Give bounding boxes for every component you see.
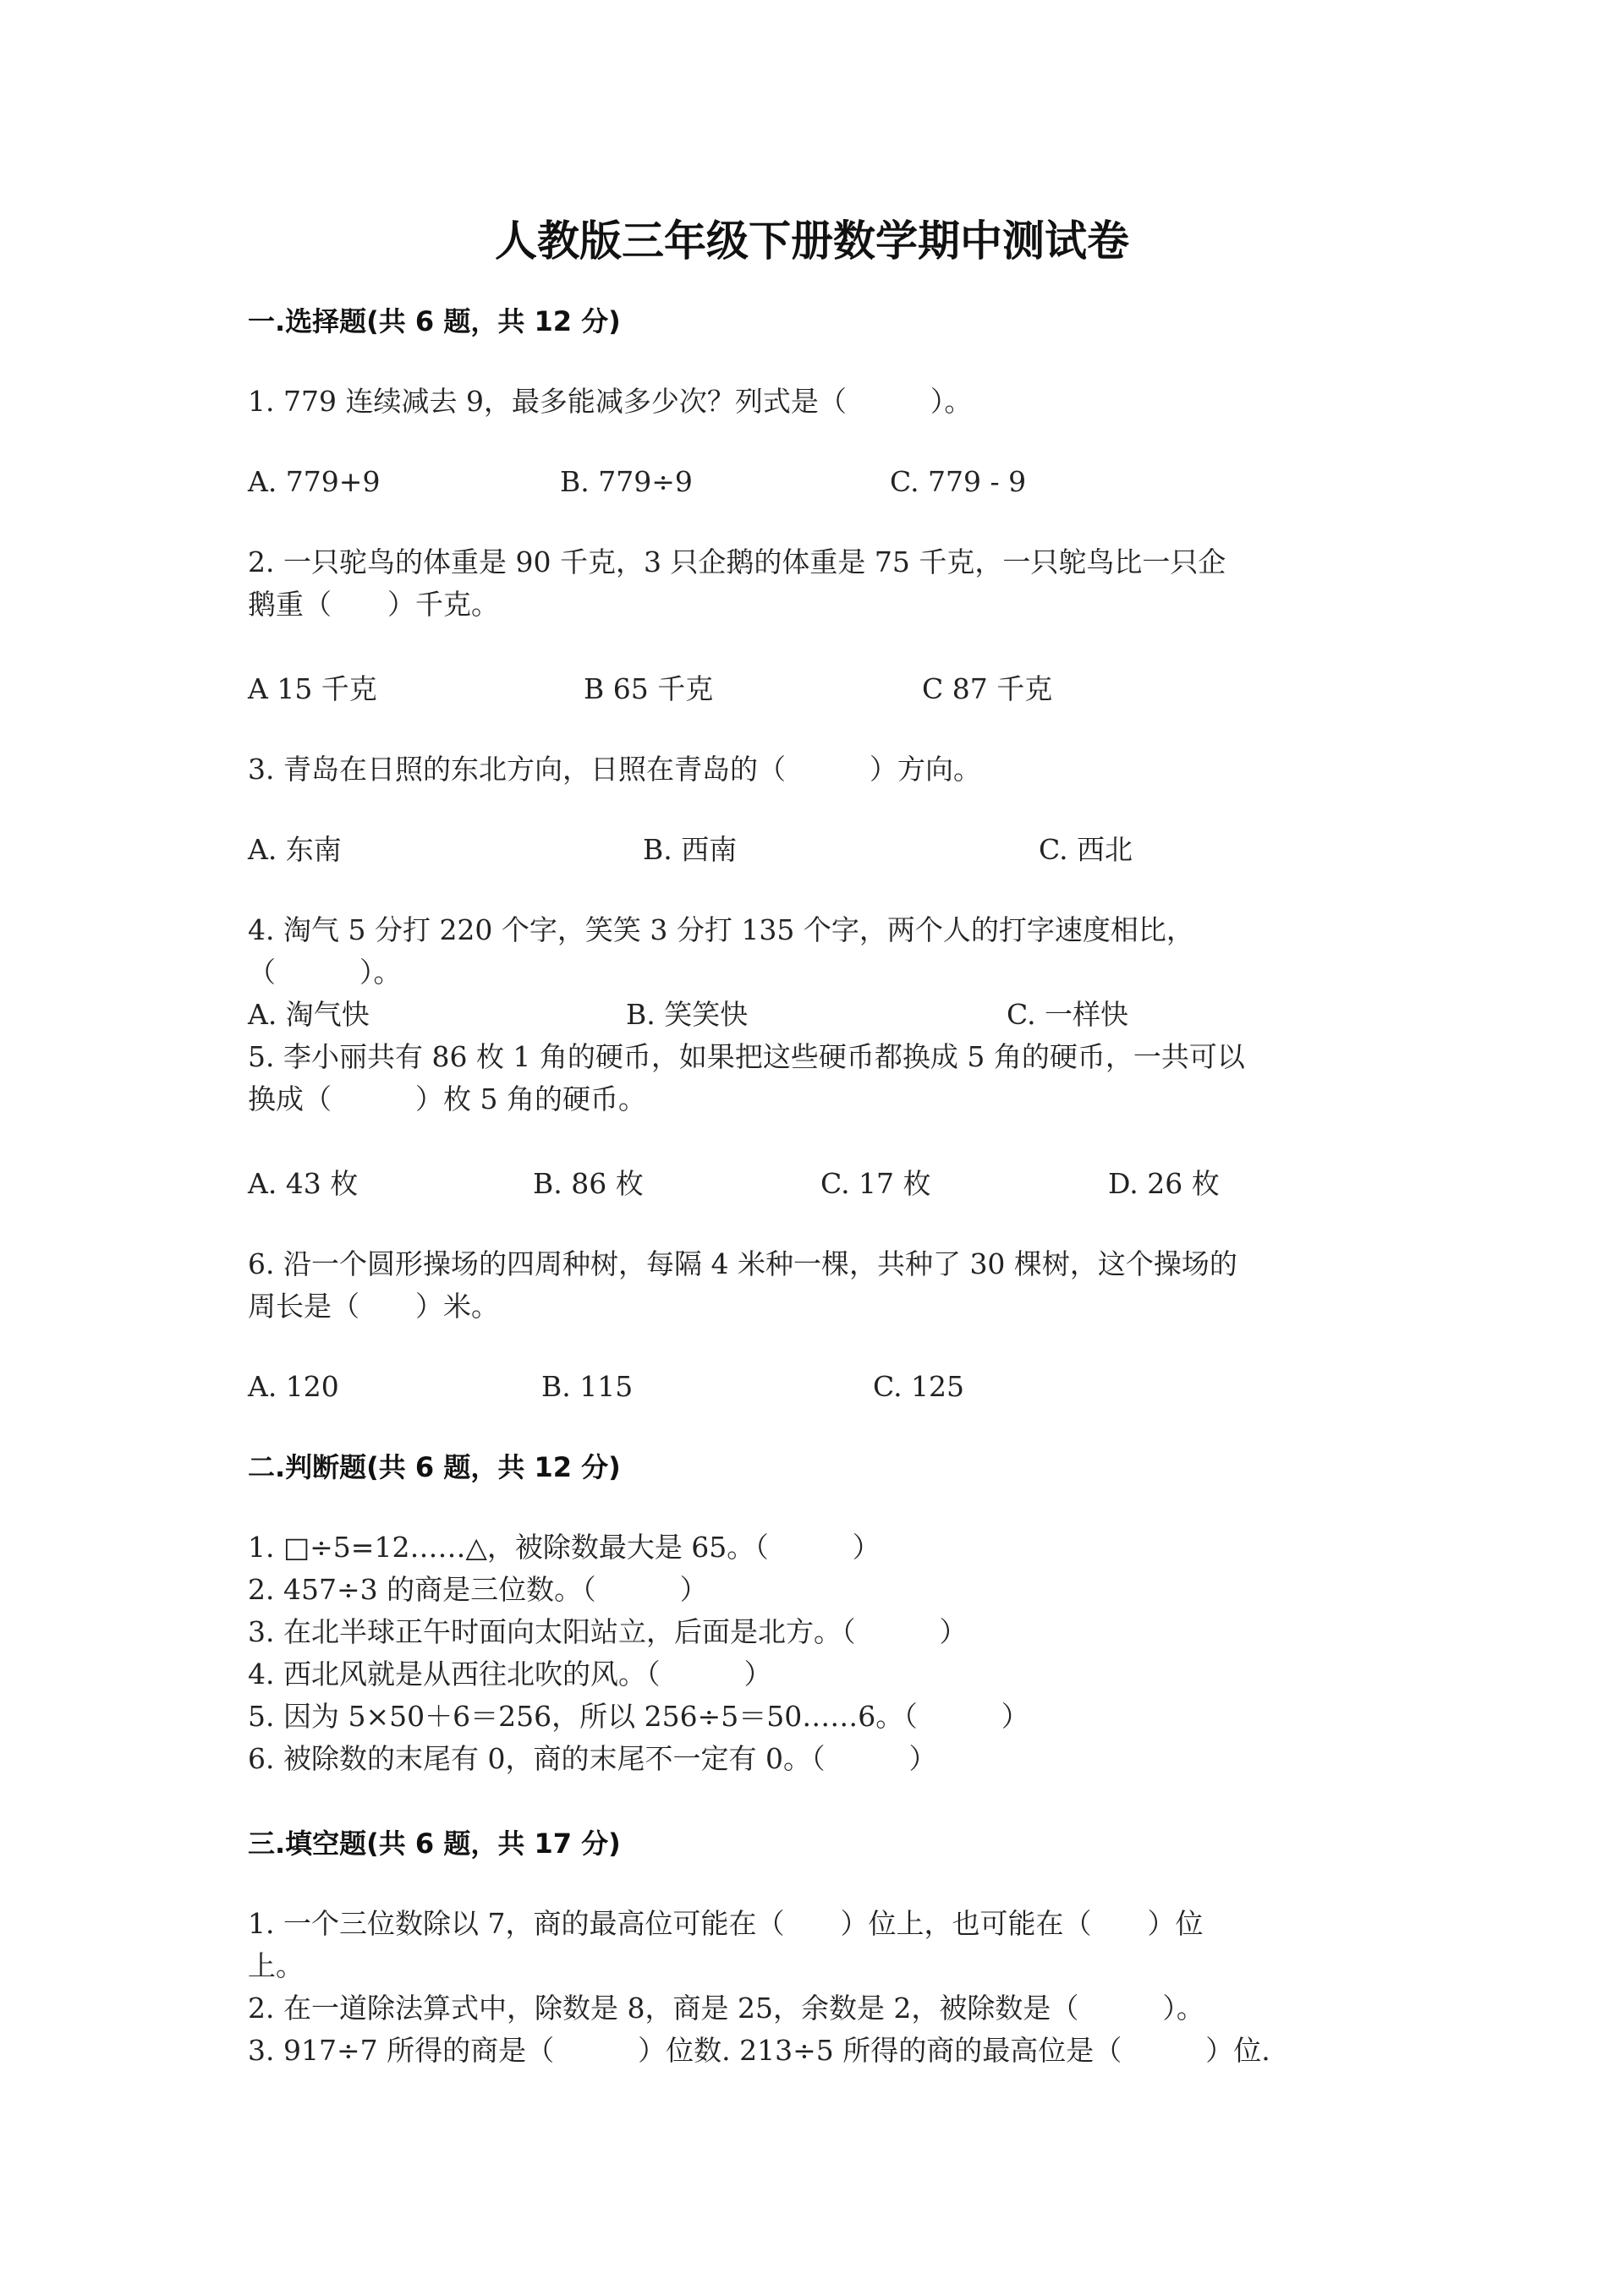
option-b: B. 笑笑快 xyxy=(626,998,749,1031)
option-a: A. 东南 xyxy=(248,833,342,866)
option-c: C. 一样快 xyxy=(1007,998,1129,1031)
question-text: 换成（ ）枚 5 角的硬币。 xyxy=(248,1082,646,1115)
option-c: C. 西北 xyxy=(1039,833,1133,866)
section-heading-choice: 一.选择题(共 6 题，共 12 分) xyxy=(248,305,621,337)
judgment-item: 5. 因为 5×50＋6＝256，所以 256÷5＝50……6。（ ） xyxy=(248,1700,1029,1733)
judgment-item: 6. 被除数的末尾有 0，商的末尾不一定有 0。（ ） xyxy=(248,1742,937,1775)
judgment-item: 3. 在北半球正午时面向太阳站立，后面是北方。（ ） xyxy=(248,1615,968,1648)
fill-item: 2. 在一道除法算式中，除数是 8，商是 25，余数是 2，被除数是（ ）。 xyxy=(248,1992,1204,2025)
fill-item: 1. 一个三位数除以 7，商的最高位可能在（ ）位上，也可能在（ ）位 xyxy=(248,1907,1204,1940)
question-text: 鹅重（ ）千克。 xyxy=(248,588,499,621)
section-heading-judgment: 二.判断题(共 6 题，共 12 分) xyxy=(248,1451,621,1483)
option-c: C. 17 枚 xyxy=(820,1167,931,1200)
judgment-item: 1. □÷5=12……△，被除数最大是 65。（ ） xyxy=(248,1531,881,1564)
fill-item: 上。 xyxy=(248,1949,304,1982)
question-text: （ ）。 xyxy=(248,956,402,989)
option-c: C. 125 xyxy=(873,1370,965,1403)
judgment-item: 4. 西北风就是从西往北吹的风。（ ） xyxy=(248,1658,772,1690)
fill-item: 3. 917÷7 所得的商是（ ）位数. 213÷5 所得的商的最高位是（ ）位. xyxy=(248,2034,1270,2067)
option-a: A. 淘气快 xyxy=(248,998,370,1031)
option-b: B. 西南 xyxy=(643,833,738,866)
option-a: A. 43 枚 xyxy=(248,1167,359,1200)
option-a: A. 779+9 xyxy=(248,465,381,498)
question-text: 4. 淘气 5 分打 220 个字，笑笑 3 分打 135 个字，两个人的打字速度相比， xyxy=(248,913,1194,946)
option-c: C 87 千克 xyxy=(922,672,1053,705)
option-d: D. 26 枚 xyxy=(1108,1167,1220,1200)
option-b: B 65 千克 xyxy=(584,672,714,705)
question-text: 2. 一只驼鸟的体重是 90 千克，3 只企鹅的体重是 75 千克，一只鸵鸟比一只企 xyxy=(248,545,1226,578)
option-b: B. 86 枚 xyxy=(533,1167,644,1200)
question-text: 周长是（ ）米。 xyxy=(248,1290,499,1323)
judgment-item: 2. 457÷3 的商是三位数。（ ） xyxy=(248,1573,708,1606)
section-heading-fill-blank: 三.填空题(共 6 题，共 17 分) xyxy=(248,1827,621,1860)
question-text: 5. 李小丽共有 86 枚 1 角的硬币，如果把这些硬币都换成 5 角的硬币，一共可以 xyxy=(248,1040,1245,1073)
option-c: C. 779 - 9 xyxy=(890,465,1027,498)
option-b: B. 779÷9 xyxy=(560,465,693,498)
page-title: 人教版三年级下册数学期中测试卷 xyxy=(495,216,1129,266)
option-a: A. 120 xyxy=(248,1370,339,1403)
question-text: 6. 沿一个圆形操场的四周种树，每隔 4 米种一棵，共种了 30 棵树，这个操场的 xyxy=(248,1247,1237,1280)
option-b: B. 115 xyxy=(541,1370,634,1403)
question-text: 1. 779 连续减去 9，最多能减多少次？列式是（ ）。 xyxy=(248,385,973,418)
option-a: A 15 千克 xyxy=(248,672,377,705)
question-text: 3. 青岛在日照的东北方向，日照在青岛的（ ）方向。 xyxy=(248,753,981,786)
